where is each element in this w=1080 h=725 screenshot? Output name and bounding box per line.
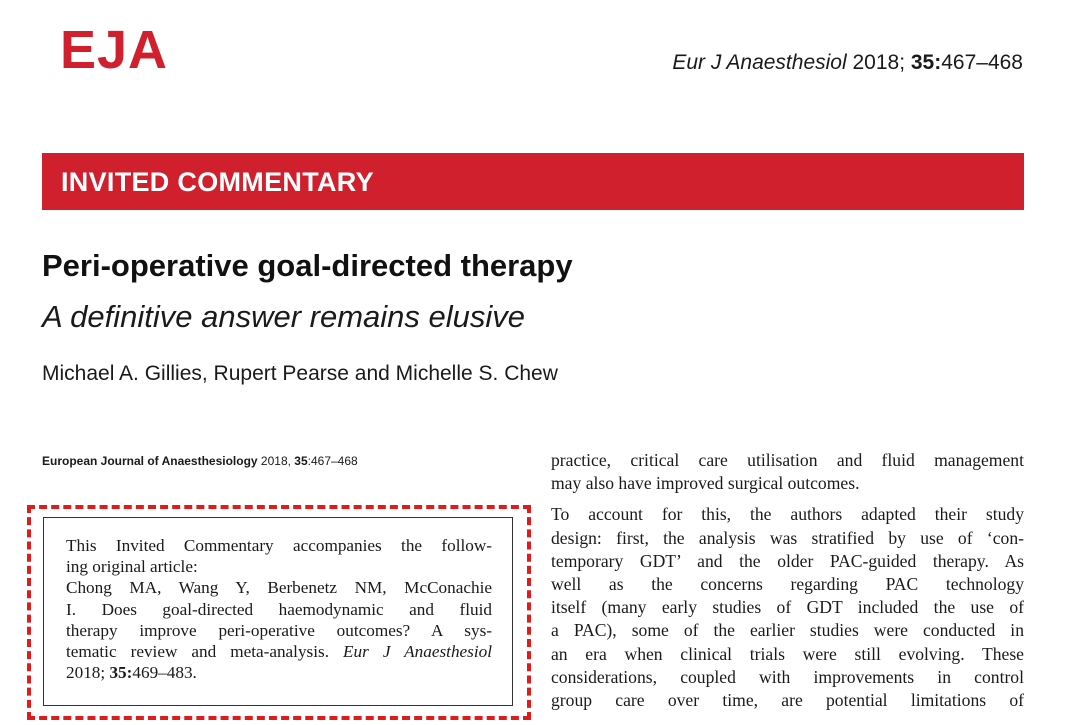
infobox-line: ing original article:	[66, 557, 198, 577]
journal-logo: EJA	[60, 20, 169, 80]
paragraph-line: To account for this, the authors adapted their study	[551, 504, 1024, 525]
infobox-line: Chong MA, Wang Y, Berbenetz NM, McConachie	[66, 578, 492, 598]
citation-volume: 35:	[910, 51, 942, 74]
journal-citation	[672, 50, 1023, 76]
paragraph-line: well as the concerns regarding PAC technology	[551, 574, 1024, 595]
infobox-volume: 35:	[109, 663, 133, 683]
paragraph-line: itself (many early studies of GDT included the use of	[551, 597, 1024, 618]
companion-article-text	[66, 535, 492, 683]
paragraph-1	[551, 449, 1024, 495]
left-cite-journal: European Journal of Anaesthesiology	[42, 454, 258, 468]
left-cite-year: 2018,	[257, 454, 295, 468]
body-text-right-column	[551, 449, 1024, 712]
citation-year: 2018;	[846, 51, 911, 74]
citation-pages: 467–468	[941, 51, 1023, 74]
left-column-citation	[42, 453, 358, 469]
paragraph-2	[551, 503, 1024, 712]
paragraph-line: an era when clinical trials were still evolving. These	[551, 643, 1024, 664]
infobox-citation	[66, 662, 492, 683]
infobox-line-last-with-journal	[66, 641, 492, 662]
infobox-line: I. Does goal-directed haemodynamic and fluid	[66, 599, 492, 619]
paragraph-line: considerations, coupled with improvements in control	[551, 666, 1024, 687]
citation-journal: Eur J Anaesthesiol	[672, 51, 847, 74]
section-banner	[42, 153, 1024, 210]
left-cite-pages: :467–468	[307, 454, 358, 468]
article-title: Peri-operative goal-directed therapy	[42, 248, 573, 283]
infobox-line: This Invited Commentary accompanies the follow-	[66, 536, 492, 555]
infobox-year: 2018;	[66, 663, 110, 683]
infobox-line: therapy improve peri-operative outcomes? A sys-	[66, 620, 492, 640]
paragraph-line: group care over time, are potential limitations of	[551, 690, 1024, 711]
paragraph-line: practice, critical care utilisation and fluid management	[551, 450, 1024, 470]
left-cite-volume: 35	[294, 454, 308, 468]
paragraph-line: may also have improved surgical outcomes.	[551, 473, 860, 494]
paragraph-line: a PAC), some of the earlier studies were conducted in	[551, 620, 1024, 641]
article-authors: Michael A. Gillies, Rupert Pearse and Michelle S. Chew	[42, 362, 558, 385]
paragraph-line: design: first, the analysis was stratified by use of ‘con-	[551, 527, 1024, 548]
infobox-line: tematic review and meta-analysis.	[66, 642, 330, 662]
paragraph-line: temporary GDT’ and the older PAC-guided therapy. As	[551, 550, 1024, 571]
infobox-journal: Eur J Anaesthesiol	[343, 642, 492, 662]
infobox-pages: 469–483.	[132, 663, 197, 683]
section-label: INVITED COMMENTARY	[61, 167, 374, 197]
article-subtitle: A definitive answer remains elusive	[42, 299, 526, 334]
